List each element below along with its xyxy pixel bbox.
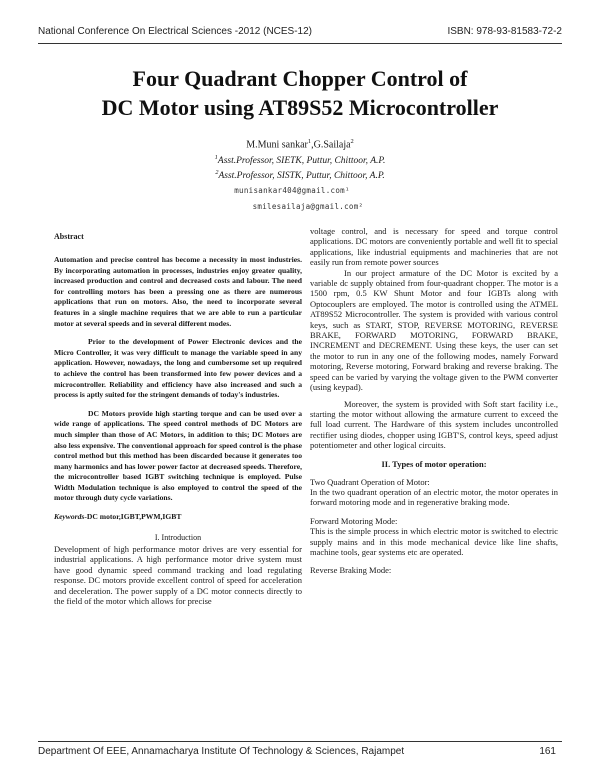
author-sep: ,: [311, 139, 314, 151]
running-footer: [38, 746, 562, 760]
email-1[interactable]: munisankar404@gmail.com¹: [234, 186, 350, 195]
author-2-sup: 2: [350, 138, 354, 145]
keywords-text: DC motor,IGBT,PWM,IGBT: [86, 512, 182, 522]
keywords-label: Keywords-: [54, 512, 87, 522]
section-heading-introduction: I. Introduction: [154, 533, 202, 543]
abstract-label: Abstract: [54, 232, 84, 241]
subheading-reverse-braking: Reverse Braking Mode:: [310, 565, 392, 576]
footer-rule: [38, 741, 562, 742]
page-number: 161: [539, 746, 556, 757]
author-list: [38, 138, 562, 150]
author-1: M.Muni sankar: [246, 139, 308, 151]
keywords: [54, 512, 302, 521]
affiliation-1-sup: 1: [214, 154, 218, 161]
body-paragraph-2: In our project armature of the DC Motor is excited by a variable dc supply obtained from four-quadrant chopper. The motor is a 1500 rpm, 0.5 KW Shunt Motor and four IGBTs along with Optocouplers are employed. The motor is controlled using the ATMEL AT89S52 Microcontroller. The system is provided with various control keys, such as START, STOP, REVERSE MOTORING, REVERSE BRAKE, FORWARD MOTORING, FORWARD BRAKE, INCREMENT and DECREMENT. Using these keys, the user can set the motor to run in any one of the following modes, namely Forward motoring, Reverse motoring, Forward braking and reverse braking. The speed can be varied by varying the voltage given to the PWM converter (using keypad).: [310, 267, 558, 393]
email-2[interactable]: smilesailaja@gmail.com²: [252, 202, 364, 211]
affiliation-2-text: Asst.Professor, SISTK, Puttur, Chittoor, A.P.: [218, 171, 385, 182]
right-column: [310, 226, 558, 576]
running-header: [38, 26, 562, 40]
title-line-1: Four Quadrant Chopper Control of: [132, 66, 468, 91]
affiliation-2: [38, 169, 562, 181]
conference-name: National Conference On Electrical Sciences -2012 (NCES-12): [38, 26, 313, 37]
author-1-sup: 1: [307, 138, 312, 145]
paper-title: [38, 64, 562, 122]
abstract-paragraph-2: Prior to the development of Power Electronic devices and the Micro Controller, it was very difficult to manage the variable speed in any application. However, nowadays, the long and cumbersome set up required to achieve the control has been transformed into few power devices and a microcontroller. Reliability and efficiency have also increased and such a process is aptly suited for the stringent demands of today's industries.: [54, 337, 302, 400]
author-2: G.Sailaja: [313, 139, 351, 151]
affiliation-1: [38, 154, 562, 166]
header-rule: [38, 43, 562, 44]
subheading-forward-motoring: Forward Motoring Mode:: [310, 515, 398, 526]
abstract-paragraph-1: Automation and precise control has become a necessity in most industries. By incorporating automation in processes, industries enjoy greater quality, increased production and control and decreased costs and labour. The need for controlling motors has been a pressing one as there are numerous applications that run on motors. Also, the need to incorporate several features in a single machine requires that we are able to run a particular motor at several speeds and in several different modes.: [54, 255, 302, 328]
body-paragraph-3: Moreover, the system is provided with Soft start facility i.e., starting the motor without allowing the armature current to exceed the full load current. The Hardware of this system includes uncontrolled rectifier using diodes, chopper using IGBT'S, control keys, speed adjust potentiometer and other logical circuits.: [310, 398, 558, 451]
subheading-two-quadrant: Two Quadrant Operation of Motor:: [310, 476, 430, 487]
body-paragraph-1: voltage control, and is necessary for speed and torque control applications. DC motors are conveniently portable and well fit to special applications, like industrial equipments and machineries that are not easily run from remote power sources: [310, 226, 558, 268]
isbn: ISBN: 978-93-81583-72-2: [447, 26, 562, 37]
two-quadrant-text: In the two quadrant operation of an electric motor, the motor operates in forward motoring mode and in regenerative braking mode.: [310, 486, 558, 508]
forward-motoring-text: This is the simple process in which electric motor is switched to electric supply mains and in this mode mechanical device like line shafts, machine tools, gear systems etc are operated.: [310, 526, 558, 557]
title-line-2: DC Motor using AT89S52 Microcontroller: [101, 95, 499, 120]
introduction-paragraph-1: Development of high performance motor drives are very essential for industrial applications. A high performance motor drive system must have good dynamic speed command tracking and load regulating response. DC motors provide excellent control of speed for acceleration and deceleration. The power supply of a DC motor connects directly to the field of the motor which allows for precise: [54, 544, 302, 607]
affiliation-1-text: Asst.Professor, SIETK, Puttur, Chittoor, A.P.: [217, 156, 386, 167]
abstract-paragraph-3: DC Motors provide high starting torque and can be used over a wide range of applications. The speed control methods of DC Motors are much simpler than those of AC Motors, in addition to this; DC Motors are also less expensive. The conventional approach for speed control is the phase control method but this method has been discarded because it generates too many harmonics and has lower power factor at decreased speeds. Therefore, the microcontroller based IGBT switching technique is employed. Pulse Width Modulation technique is also employed to control the speed of the motor through duty cycle variations.: [54, 408, 302, 503]
affiliation-2-sup: 2: [215, 169, 219, 176]
department-name: Department Of EEE, Annamacharya Institute Of Technology & Sciences, Rajampet: [38, 746, 405, 757]
left-column: [54, 232, 302, 607]
section-heading-types: II. Types of motor operation:: [381, 458, 487, 469]
